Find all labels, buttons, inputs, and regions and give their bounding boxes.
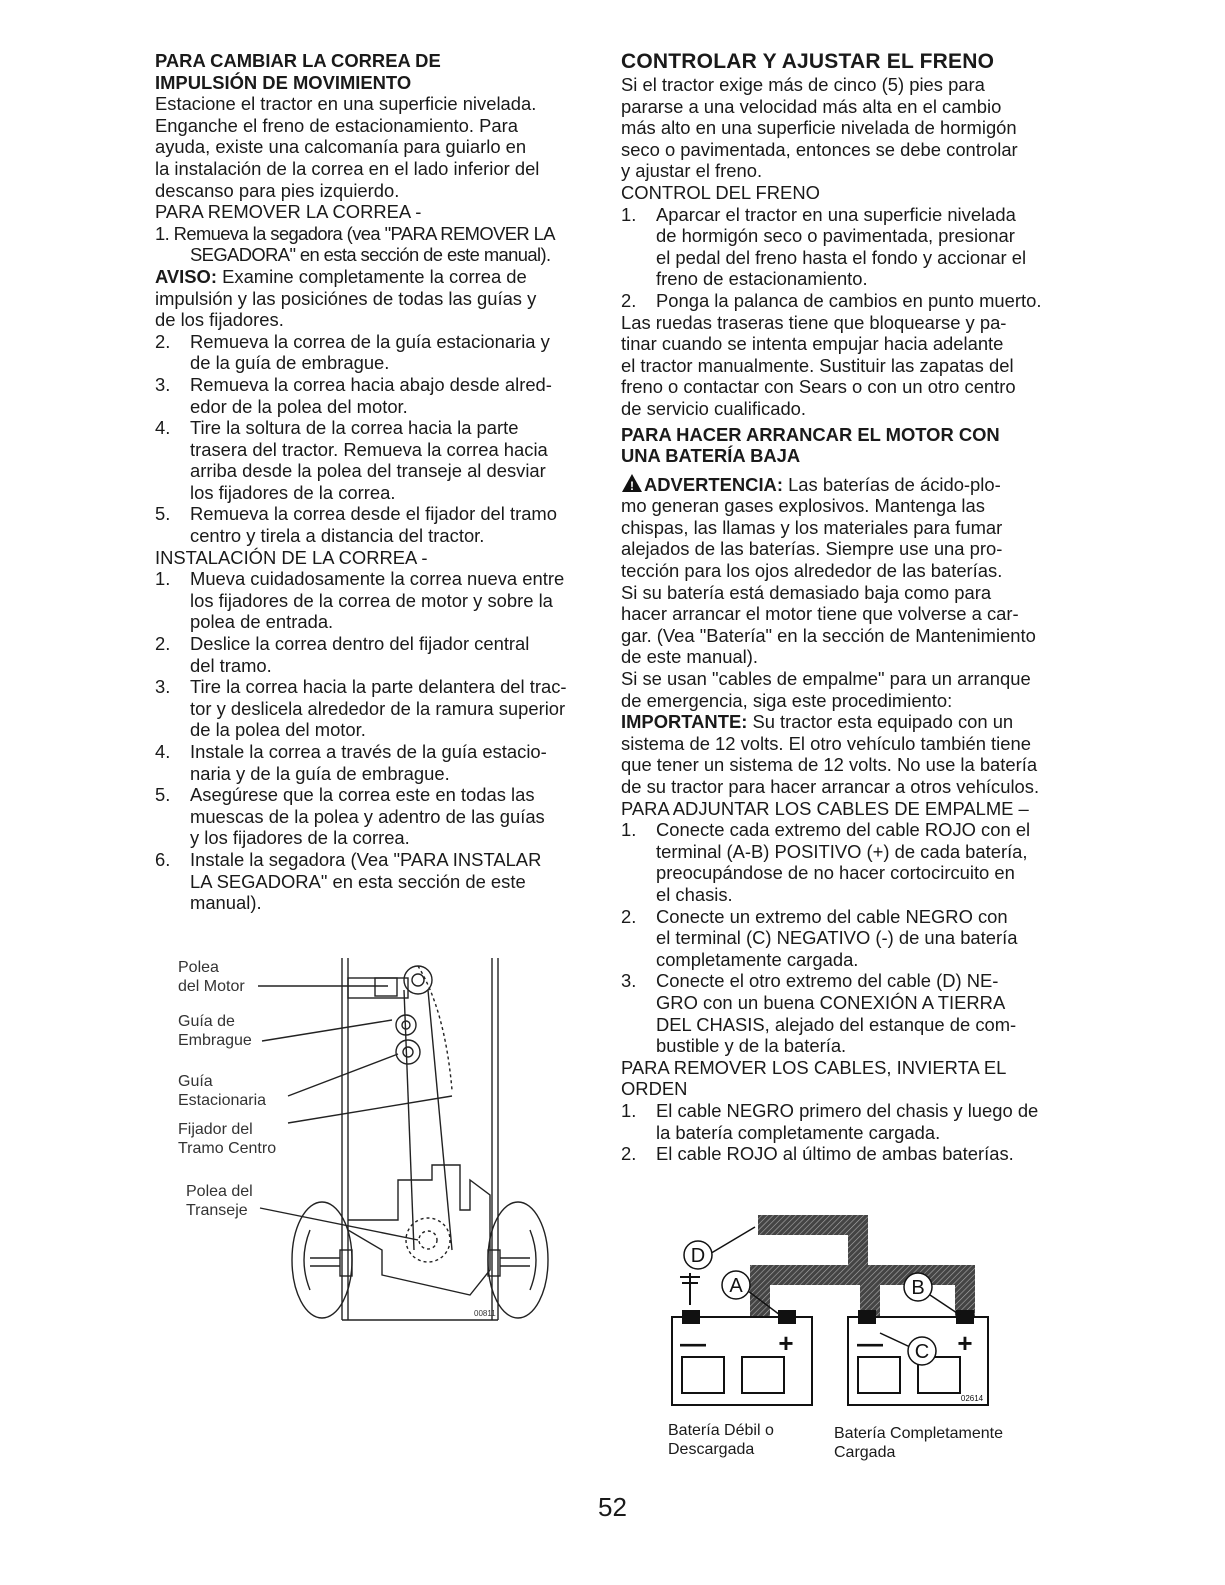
step-item: 1. Remueva la segadora (vea "PARA REMOVER LA SEGADORA" en esta sección de este manual). (155, 222, 555, 266)
label-A: A (729, 1275, 743, 1297)
step-number: 1. (621, 203, 637, 225)
step-text: El cable NEGRO primero del chasis y luego de la batería completamente cargada. (656, 1099, 1039, 1143)
jumper-cable-diagram (660, 1215, 1040, 1415)
step-item (155, 331, 590, 374)
warning-icon (621, 473, 643, 493)
minus-sign: — (680, 1328, 706, 1358)
step-number: 2. (621, 289, 637, 311)
figure-code: 02614 (960, 1394, 984, 1403)
subheading: PARA REMOVER LA CORREA - (155, 201, 422, 223)
step-item (621, 290, 1061, 312)
step-list (155, 568, 590, 914)
section-heading: PARA CAMBIAR LA CORREA DE IMPULSIÓN DE MOVIMIENTO (155, 50, 441, 93)
plus-sign: + (957, 1328, 973, 1358)
step-text: Instale la correa a través de la guía estacio- naria y de la guía de embrague. (190, 741, 547, 784)
page-number: 52 (598, 1492, 627, 1522)
svg-text:!: ! (630, 478, 634, 493)
label-polea-transeje: Polea del Transeje (186, 1183, 253, 1219)
step-number: 1. (621, 819, 637, 841)
caption-weak-battery: Batería Débil o Descargada (668, 1422, 774, 1458)
step-number: 1. (621, 1099, 637, 1121)
step-item (155, 849, 590, 914)
step-item (155, 503, 590, 546)
subheading: INSTALACIÓN DE LA CORREA - (155, 546, 428, 568)
step-number: 2. (155, 330, 171, 352)
step-item (621, 819, 1061, 905)
step-number: 3. (155, 373, 171, 395)
step-text: Remueva la correa desde el fijador del tramo centro y tirela a distancia del tractor. (190, 503, 557, 547)
section-heading: CONTROLAR Y AJUSTAR EL FRENO (621, 50, 995, 73)
minus-sign: — (857, 1328, 883, 1358)
paragraph: Si se usan "cables de empalme" para un arranque de emergencia, siga este procedimiento: (621, 668, 1031, 711)
right-column (621, 50, 1061, 1165)
step-number: 5. (155, 503, 171, 525)
step-text: Tire la correa hacia la parte delantera del trac- tor y deslicela alrededor de la ramura superior de la polea del motor. (190, 676, 567, 741)
step-text: Ponga la palanca de cambios en punto muerto. (656, 289, 1042, 311)
step-item (155, 784, 590, 849)
step-list (621, 204, 1061, 312)
step-item (155, 741, 590, 784)
label-D: D (690, 1245, 706, 1267)
step-text: Mueva cuidadosamente la correa nueva entre los fijadores de la correa de motor y sobre la polea de entrada. (190, 568, 565, 633)
step-number: 5. (155, 784, 171, 806)
label-C: C (914, 1341, 930, 1363)
step-item (155, 568, 590, 633)
intro-paragraph: Si el tractor exige más de cinco (5) pies para pararse a una velocidad más alta en el cambio más alto en una superficie nivelada de hormigón seco o pavimentada, entonces se debe controlar y ajustar el freno. (621, 74, 1018, 182)
step-number: 1. (155, 568, 171, 590)
step-number: 2. (621, 905, 637, 927)
label-polea-motor: Polea del Motor (178, 959, 245, 995)
section-heading: PARA HACER ARRANCAR EL MOTOR CON UNA BATERÍA BAJA (621, 423, 1000, 467)
step-number: 2. (155, 633, 171, 655)
step-text: Conecte un extremo del cable NEGRO con el terminal (C) NEGATIVO (-) de una batería completamente cargada. (656, 905, 1018, 970)
subheading: CONTROL DEL FRENO (621, 181, 820, 203)
step-text: Deslice la correa dentro del fijador central del tramo. (190, 633, 530, 676)
left-column (155, 50, 590, 914)
step-list (621, 819, 1061, 1057)
subheading: PARA ADJUNTAR LOS CABLES DE EMPALME – (621, 797, 1029, 819)
step-text: Remueva la correa de la guía estacionaria y de la guía de embrague. (190, 330, 550, 374)
caption-charged-battery: Batería Completamente Cargada (834, 1425, 1003, 1461)
step-item (621, 906, 1061, 971)
intro-paragraph: Estacione el tractor en una superficie nivelada. Enganche el freno de estacionamiento. Para ayuda, existe una calcomanía para guiarlo en la instalación de la correa en el lado inferior del descanso para pies izquierdo. (155, 93, 540, 201)
figure-code: 00811 (474, 1309, 496, 1318)
belt-routing-diagram (170, 950, 570, 1330)
label-guia-estacionaria: Guía Estacionaria (178, 1073, 267, 1109)
step-text: Remueva la correa hacia abajo desde alred- edor de la polea del motor. (190, 373, 552, 417)
plus-sign: + (778, 1328, 794, 1358)
notice-paragraph: AVISO: Examine completamente la correa de impulsión y las posiciónes de todas las guías y de los fijadores. (155, 265, 537, 331)
important-paragraph: IMPORTANTE: Su tractor esta equipado con un sistema de 12 volts. El otro vehículo también tiene que tener un sistema de 12 volts. No use la batería de su tractor para hacer arrancar a otros vehículos. (621, 711, 1040, 797)
step-text: Tire la soltura de la correa hacia la parte trasera del tractor. Remueva la correa hacia arriba desde la polea del transeje al desviar los fijadores de la correa. (190, 417, 548, 503)
paragraph: Las ruedas traseras tiene que bloquearse y pa- tinar cuando se intenta empujar hacia adelante el tractor manualmente. Sustituir las zapatas del freno o contactar con Sears o con un otro centro de servicio cualificado. (621, 311, 1016, 419)
step-item (621, 1143, 1061, 1165)
label-fijador: Fijador del Tramo Centro (178, 1121, 277, 1157)
step-list (621, 1100, 1061, 1165)
step-item (155, 417, 590, 503)
warning-paragraph: ! ADVERTENCIA: Las baterías de ácido-plo- mo generan gases explosivos. Mantenga las chispas, las llamas y los materiales para fumar alejados de las baterías. Siempre use una pro- tección para los ojos alrededor de las baterías. Si su batería está demasiado baja como para hacer arrancar el motor tiene que volverse a car- gar. (Vea "Batería" en la sección de Mantenimiento de este manual). (621, 473, 1036, 668)
step-item (621, 1100, 1061, 1143)
step-item (155, 374, 590, 417)
label-B: B (911, 1277, 925, 1299)
step-text: Conecte el otro extremo del cable (D) NE- GRO con un buena CONEXIÓN A TIERRA DEL CHASIS, alejado del estanque de com- bustible y de la batería. (656, 970, 1017, 1057)
step-number: 4. (155, 741, 171, 762)
step-number: 3. (621, 970, 637, 992)
step-number: 6. (155, 848, 171, 870)
step-text: El cable ROJO al último de ambas baterías. (656, 1143, 1014, 1165)
subheading: PARA REMOVER LOS CABLES, INVIERTA EL ORDEN (621, 1056, 1007, 1100)
step-number: 4. (155, 417, 171, 439)
step-item (155, 633, 590, 676)
step-number: 3. (155, 676, 171, 698)
step-text: Conecte cada extremo del cable ROJO con el terminal (A-B) POSITIVO (+) de cada batería, preocupándose de no hacer cortocircuito en el chasis. (656, 819, 1031, 905)
step-text: Aparcar el tractor en una superficie nivelada de hormigón seco o pavimentada, presionar el pedal del freno hasta el fondo y accionar el freno de estacionamiento. (656, 203, 1027, 290)
label-guia-embrague: Guía de Embrague (178, 1013, 252, 1049)
step-item (621, 204, 1061, 290)
step-list (155, 331, 590, 547)
step-text: Asegúrese que la correa este en todas las muescas de la polea y adentro de las guías y los fijadores de la correa. (190, 784, 545, 849)
step-item (621, 970, 1061, 1056)
step-number: 2. (621, 1143, 637, 1165)
step-item (155, 676, 590, 741)
step-text: Instale la segadora (Vea "PARA INSTALAR LA SEGADORA" en esta sección de este manual). (190, 848, 542, 914)
